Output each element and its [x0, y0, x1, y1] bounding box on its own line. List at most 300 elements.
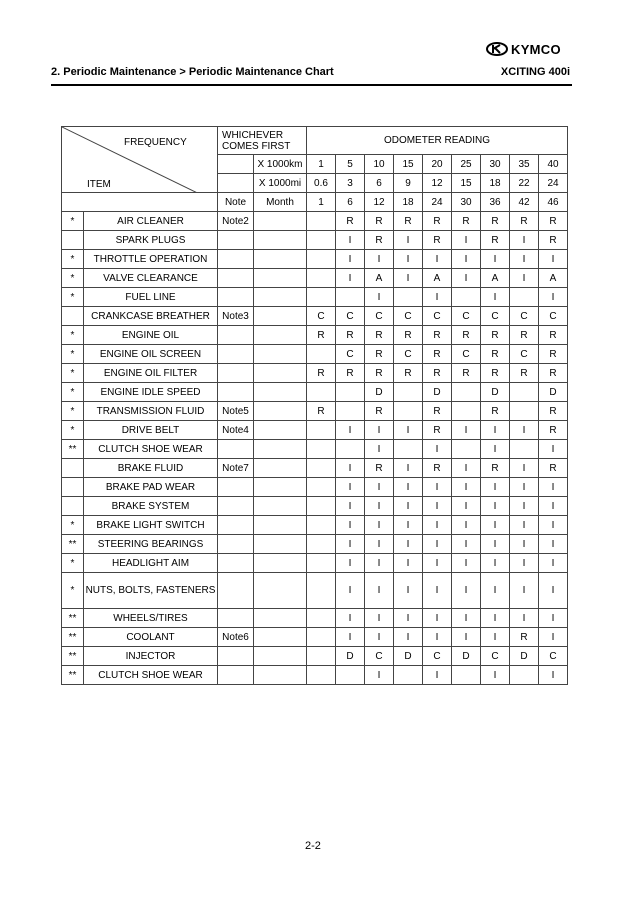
service-cell: I [539, 250, 568, 269]
service-cell: I [365, 628, 394, 647]
item-note-blank [254, 478, 307, 497]
item-note [218, 609, 254, 628]
item-name: BRAKE LIGHT SWITCH [84, 516, 218, 535]
item-name: ENGINE IDLE SPEED [84, 383, 218, 402]
table-row [62, 307, 568, 326]
item-note-blank [254, 554, 307, 573]
service-cell: C [452, 307, 481, 326]
service-cell: I [539, 288, 568, 307]
service-cell: R [423, 231, 452, 250]
kymco-logo [486, 41, 561, 57]
service-cell: I [365, 554, 394, 573]
service-cell: I [481, 573, 510, 609]
unit-mi: X 1000mi [254, 174, 307, 193]
service-cell: R [394, 364, 423, 383]
service-cell: D [394, 647, 423, 666]
service-cell: D [510, 647, 539, 666]
service-cell: R [539, 231, 568, 250]
service-cell: I [365, 666, 394, 685]
service-cell: I [510, 573, 539, 609]
inspection-mark: * [62, 421, 84, 440]
service-cell [336, 383, 365, 402]
service-cell: R [394, 326, 423, 345]
item-name: CLUTCH SHOE WEAR [84, 440, 218, 459]
service-cell: I [539, 478, 568, 497]
service-cell: I [365, 421, 394, 440]
service-cell [307, 250, 336, 269]
service-cell: I [423, 666, 452, 685]
inspection-mark: ** [62, 440, 84, 459]
note-header: Note [218, 193, 254, 212]
service-cell: R [423, 212, 452, 231]
service-cell: R [423, 326, 452, 345]
item-name: STEERING BEARINGS [84, 535, 218, 554]
service-cell: R [481, 364, 510, 383]
service-cell: I [394, 628, 423, 647]
service-cell: D [336, 647, 365, 666]
service-cell: R [423, 402, 452, 421]
service-cell: R [452, 326, 481, 345]
service-cell: C [394, 345, 423, 364]
service-cell: C [481, 647, 510, 666]
item-note-blank [254, 269, 307, 288]
item-note [218, 364, 254, 383]
service-cell: I [423, 609, 452, 628]
service-cell: I [452, 516, 481, 535]
service-cell: I [336, 459, 365, 478]
service-cell: I [336, 535, 365, 554]
inspection-mark [62, 497, 84, 516]
item-name: ENGINE OIL [84, 326, 218, 345]
item-name: SPARK PLUGS [84, 231, 218, 250]
item-note [218, 554, 254, 573]
service-cell: C [481, 307, 510, 326]
unit-month: Month [254, 193, 307, 212]
table-row [62, 402, 568, 421]
table-row [62, 326, 568, 345]
table-row [62, 364, 568, 383]
service-cell [307, 383, 336, 402]
service-cell: I [510, 459, 539, 478]
service-cell: I [394, 250, 423, 269]
service-cell [452, 440, 481, 459]
service-cell: I [365, 516, 394, 535]
item-note-blank [254, 326, 307, 345]
breadcrumb: 2. Periodic Maintenance > Periodic Maintenance Chart [51, 66, 334, 78]
service-cell: R [510, 212, 539, 231]
service-cell: I [481, 554, 510, 573]
table-row [62, 250, 568, 269]
service-cell: I [481, 440, 510, 459]
item-note [218, 666, 254, 685]
service-cell [394, 440, 423, 459]
service-cell: C [307, 307, 336, 326]
inspection-mark: ** [62, 666, 84, 685]
km-value: 25 [452, 155, 481, 174]
item-name: WHEELS/TIRES [84, 609, 218, 628]
service-cell [307, 647, 336, 666]
service-cell: D [365, 383, 394, 402]
service-cell: R [539, 326, 568, 345]
service-cell: R [481, 231, 510, 250]
km-value: 30 [481, 155, 510, 174]
item-note-blank [254, 666, 307, 685]
service-cell: I [423, 535, 452, 554]
service-cell: R [452, 364, 481, 383]
service-cell: I [365, 440, 394, 459]
item-name: CRANKCASE BREATHER [84, 307, 218, 326]
item-name: AIR CLEANER [84, 212, 218, 231]
item-name: DRIVE BELT [84, 421, 218, 440]
service-cell: C [336, 307, 365, 326]
item-name: HEADLIGHT AIM [84, 554, 218, 573]
service-cell: R [336, 364, 365, 383]
service-cell: I [365, 535, 394, 554]
mi-value: 24 [539, 174, 568, 193]
brand-name: KYMCO [511, 41, 561, 57]
service-cell: I [452, 269, 481, 288]
service-cell: I [452, 535, 481, 554]
item-note-blank [254, 345, 307, 364]
service-cell: D [452, 647, 481, 666]
item-name: CLUTCH SHOE WEAR [84, 666, 218, 685]
mi-value: 3 [336, 174, 365, 193]
service-cell: I [452, 231, 481, 250]
table-row [62, 345, 568, 364]
service-cell: I [336, 269, 365, 288]
service-cell: I [365, 288, 394, 307]
service-cell: I [336, 231, 365, 250]
km-value: 5 [336, 155, 365, 174]
service-cell: R [365, 212, 394, 231]
service-cell: C [452, 345, 481, 364]
item-name: ENGINE OIL FILTER [84, 364, 218, 383]
service-cell: I [510, 478, 539, 497]
service-cell: R [481, 459, 510, 478]
table-row [62, 478, 568, 497]
item-name: INJECTOR [84, 647, 218, 666]
service-cell: I [481, 478, 510, 497]
month-value: 6 [336, 193, 365, 212]
item-name: NUTS, BOLTS, FASTENERS [84, 573, 218, 609]
item-note [218, 288, 254, 307]
service-cell: R [539, 421, 568, 440]
item-note [218, 440, 254, 459]
item-note: Note5 [218, 402, 254, 421]
km-value: 10 [365, 155, 394, 174]
service-cell [452, 666, 481, 685]
inspection-mark: * [62, 345, 84, 364]
inspection-mark: * [62, 402, 84, 421]
service-cell [510, 440, 539, 459]
service-cell [307, 573, 336, 609]
service-cell: I [423, 478, 452, 497]
service-cell [336, 402, 365, 421]
service-cell: I [539, 609, 568, 628]
service-cell: I [365, 250, 394, 269]
item-note [218, 345, 254, 364]
km-value: 35 [510, 155, 539, 174]
item-note-blank [254, 212, 307, 231]
service-cell: I [510, 554, 539, 573]
service-cell: C [365, 307, 394, 326]
item-header-blank [62, 193, 218, 212]
service-cell: I [452, 478, 481, 497]
table-row [62, 383, 568, 402]
inspection-mark: * [62, 554, 84, 573]
mi-value: 9 [394, 174, 423, 193]
service-cell: R [423, 364, 452, 383]
item-name: THROTTLE OPERATION [84, 250, 218, 269]
month-value: 46 [539, 193, 568, 212]
month-value: 12 [365, 193, 394, 212]
service-cell [307, 269, 336, 288]
service-cell: I [394, 516, 423, 535]
inspection-mark: * [62, 573, 84, 609]
service-cell: I [365, 478, 394, 497]
inspection-mark: * [62, 326, 84, 345]
service-cell: I [452, 250, 481, 269]
inspection-mark [62, 459, 84, 478]
item-note [218, 383, 254, 402]
inspection-mark [62, 231, 84, 250]
whichever-header: WHICHEVER COMES FIRST [218, 127, 307, 155]
service-cell: I [423, 497, 452, 516]
maintenance-chart [61, 126, 568, 685]
service-cell: C [510, 307, 539, 326]
service-cell: I [452, 628, 481, 647]
km-value: 1 [307, 155, 336, 174]
service-cell: D [481, 383, 510, 402]
service-cell [510, 402, 539, 421]
item-name: VALVE CLEARANCE [84, 269, 218, 288]
item-note [218, 535, 254, 554]
service-cell: C [539, 307, 568, 326]
service-cell [307, 459, 336, 478]
service-cell: I [423, 554, 452, 573]
service-cell: R [307, 326, 336, 345]
service-cell: I [510, 535, 539, 554]
service-cell [307, 535, 336, 554]
service-cell: I [423, 250, 452, 269]
item-note-blank [254, 421, 307, 440]
service-cell: R [539, 364, 568, 383]
table-row [62, 288, 568, 307]
service-cell: R [539, 212, 568, 231]
service-cell [307, 628, 336, 647]
item-note-blank [254, 497, 307, 516]
month-value: 36 [481, 193, 510, 212]
service-cell [307, 478, 336, 497]
kymco-emblem-icon [486, 42, 508, 56]
service-cell: R [365, 402, 394, 421]
item-note [218, 647, 254, 666]
table-row [62, 628, 568, 647]
service-cell: I [394, 497, 423, 516]
service-cell: R [452, 212, 481, 231]
mi-value: 12 [423, 174, 452, 193]
item-name: FUEL LINE [84, 288, 218, 307]
service-cell [394, 402, 423, 421]
item-note-blank [254, 609, 307, 628]
service-cell: R [394, 212, 423, 231]
service-cell: I [423, 628, 452, 647]
service-cell [307, 212, 336, 231]
service-cell: D [423, 383, 452, 402]
service-cell: I [365, 497, 394, 516]
service-cell [452, 383, 481, 402]
mi-value: 0.6 [307, 174, 336, 193]
service-cell: C [336, 345, 365, 364]
month-value: 30 [452, 193, 481, 212]
service-cell: I [452, 554, 481, 573]
service-cell: I [336, 609, 365, 628]
service-cell: R [365, 459, 394, 478]
service-cell: R [336, 212, 365, 231]
service-cell: R [365, 231, 394, 250]
service-cell: I [481, 628, 510, 647]
service-cell: R [423, 459, 452, 478]
service-cell: I [481, 250, 510, 269]
service-cell [394, 666, 423, 685]
inspection-mark: * [62, 288, 84, 307]
service-cell: I [365, 573, 394, 609]
item-note-blank [254, 647, 307, 666]
service-cell: I [394, 609, 423, 628]
inspection-mark: * [62, 516, 84, 535]
service-cell: R [365, 345, 394, 364]
item-note-blank [254, 535, 307, 554]
inspection-mark: * [62, 383, 84, 402]
service-cell: C [539, 647, 568, 666]
service-cell: I [510, 497, 539, 516]
service-cell: R [481, 212, 510, 231]
service-cell: R [423, 345, 452, 364]
service-cell: R [510, 326, 539, 345]
service-cell: I [481, 497, 510, 516]
inspection-mark: ** [62, 628, 84, 647]
service-cell: R [365, 326, 394, 345]
service-cell: I [510, 250, 539, 269]
month-value: 1 [307, 193, 336, 212]
item-name: ENGINE OIL SCREEN [84, 345, 218, 364]
inspection-mark: ** [62, 535, 84, 554]
service-cell: I [394, 573, 423, 609]
service-cell: I [510, 269, 539, 288]
mi-value: 18 [481, 174, 510, 193]
service-cell: I [423, 573, 452, 609]
service-cell: R [481, 402, 510, 421]
service-cell [307, 421, 336, 440]
service-cell [307, 288, 336, 307]
service-cell: I [452, 459, 481, 478]
service-cell: I [539, 628, 568, 647]
inspection-mark: * [62, 250, 84, 269]
service-cell [510, 383, 539, 402]
service-cell: R [510, 628, 539, 647]
service-cell: I [336, 516, 365, 535]
service-cell: I [481, 516, 510, 535]
service-cell: I [510, 231, 539, 250]
service-cell: D [539, 383, 568, 402]
service-cell: I [365, 609, 394, 628]
table-row [62, 554, 568, 573]
item-note-blank [254, 573, 307, 609]
table-row [62, 647, 568, 666]
service-cell [307, 440, 336, 459]
service-cell: R [423, 421, 452, 440]
service-cell: I [539, 497, 568, 516]
item-note-blank [254, 440, 307, 459]
item-note-blank [254, 628, 307, 647]
service-cell: I [539, 535, 568, 554]
item-note [218, 516, 254, 535]
service-cell: I [394, 269, 423, 288]
inspection-mark [62, 478, 84, 497]
item-note-blank [254, 231, 307, 250]
service-cell: I [539, 666, 568, 685]
service-cell: R [307, 402, 336, 421]
item-note: Note6 [218, 628, 254, 647]
service-cell: I [539, 440, 568, 459]
service-cell: R [539, 402, 568, 421]
service-cell: A [423, 269, 452, 288]
service-cell: R [365, 364, 394, 383]
service-cell: R [481, 345, 510, 364]
service-cell: R [336, 326, 365, 345]
item-note-blank [254, 383, 307, 402]
odometer-header: ODOMETER READING [307, 127, 568, 155]
item-note-blank [254, 307, 307, 326]
table-row [62, 666, 568, 685]
service-cell [307, 666, 336, 685]
service-cell: I [336, 478, 365, 497]
table-row [62, 535, 568, 554]
service-cell [307, 609, 336, 628]
service-cell: I [452, 497, 481, 516]
service-cell [394, 288, 423, 307]
item-note [218, 478, 254, 497]
item-note [218, 573, 254, 609]
service-cell: I [336, 497, 365, 516]
item-note: Note2 [218, 212, 254, 231]
service-cell: I [394, 478, 423, 497]
service-cell [307, 516, 336, 535]
item-note [218, 231, 254, 250]
service-cell: A [539, 269, 568, 288]
service-cell [307, 497, 336, 516]
service-cell: I [539, 516, 568, 535]
item-note [218, 497, 254, 516]
km-value: 20 [423, 155, 452, 174]
service-cell: I [394, 535, 423, 554]
inspection-mark: * [62, 364, 84, 383]
table-row [62, 269, 568, 288]
frequency-label: FREQUENCY [124, 137, 187, 148]
service-cell: R [539, 459, 568, 478]
service-cell: I [336, 421, 365, 440]
service-cell: I [423, 288, 452, 307]
unit-km: X 1000km [254, 155, 307, 174]
mi-value: 6 [365, 174, 394, 193]
service-cell: I [481, 421, 510, 440]
table-row [62, 459, 568, 478]
month-value: 24 [423, 193, 452, 212]
table-row [62, 573, 568, 609]
service-cell: A [365, 269, 394, 288]
inspection-mark: ** [62, 647, 84, 666]
item-name: BRAKE PAD WEAR [84, 478, 218, 497]
